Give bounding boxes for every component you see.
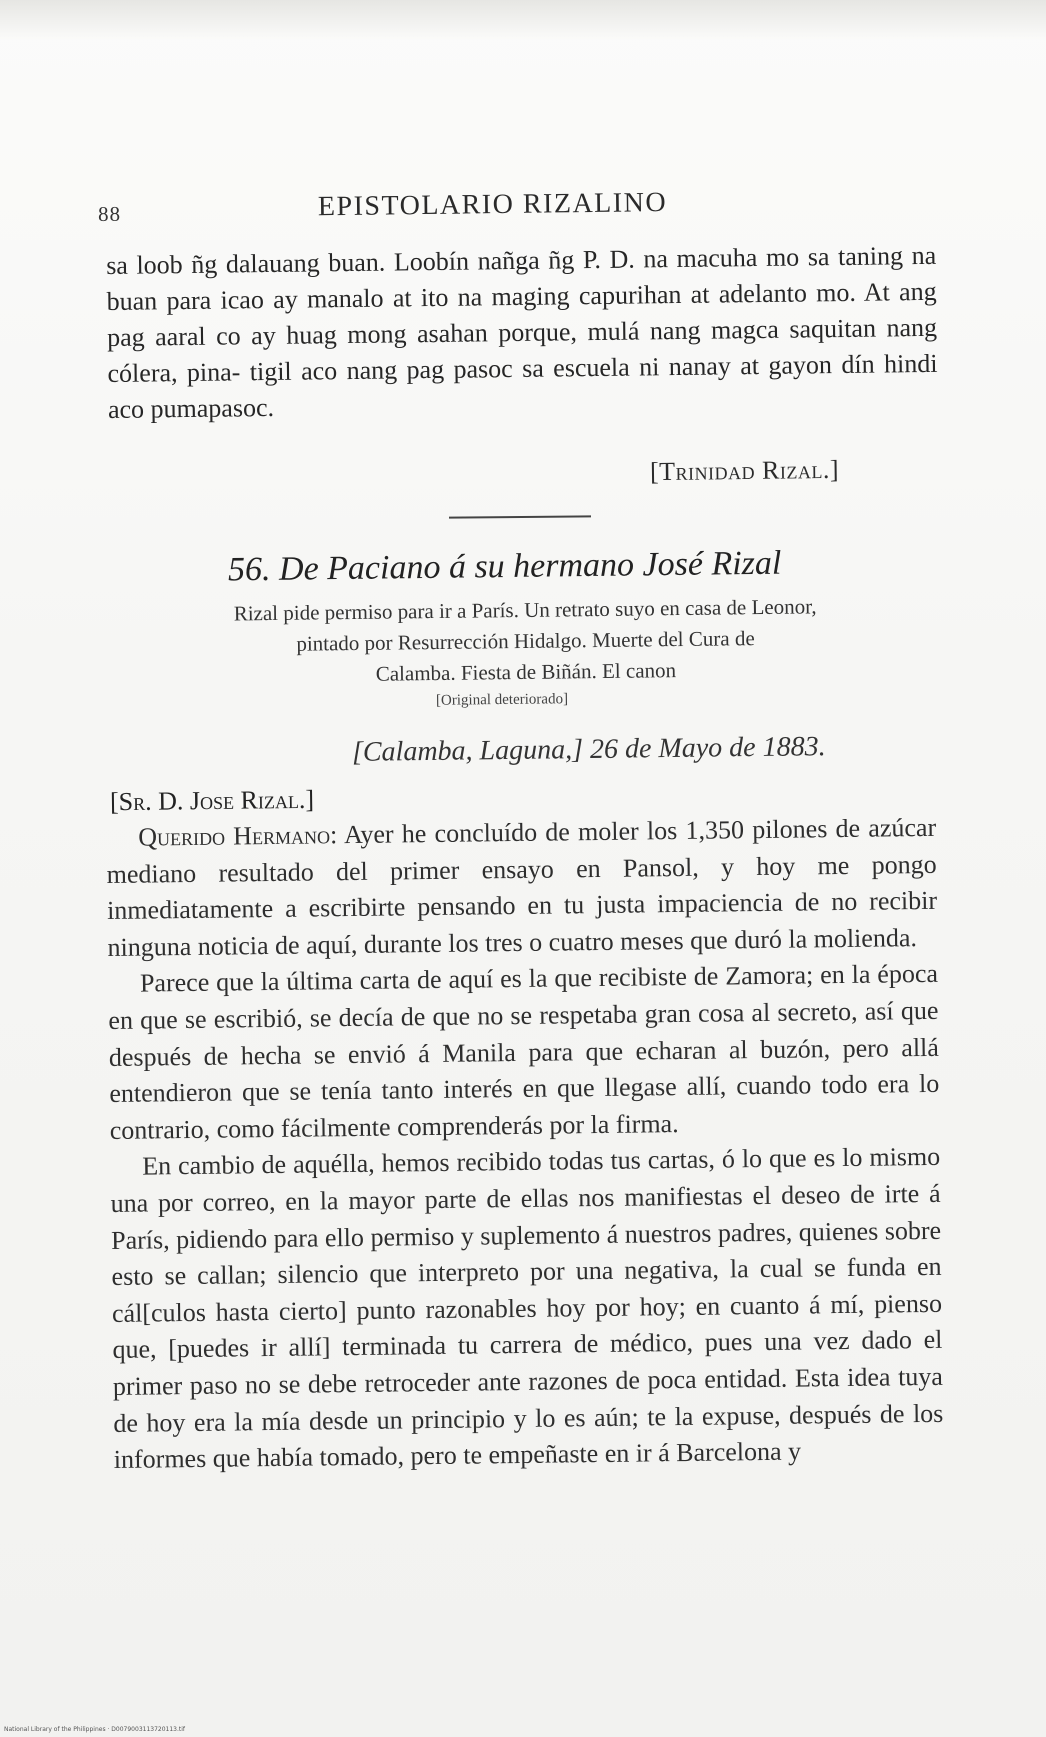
letter-body — [106, 810, 944, 1479]
paragraph: Querido Hermano: Ayer he concluído de moler los 1,350 pilones de azúcar mediano resultado del primer ensayo en Pansol, y hoy me pongo inmediatamente a escribirte pensando en tu justa impaciencia de no recibir ninguna noticia de aquí, durante los tres o cuatro meses que duró la molienda. — [106, 812, 938, 962]
previous-letter-ending — [106, 238, 938, 428]
running-title: EPISTOLARIO RIZALINO — [317, 187, 668, 223]
page-number: 88 — [97, 201, 122, 226]
place-date: [Calamba, Laguna,] 26 de Mayo de 1883. — [351, 731, 826, 768]
addressee: [Sr. D. Jose Rizal.] — [109, 784, 315, 817]
summary-line: Calamba. Fiesta de Biñán. El canon — [375, 658, 677, 686]
letter-summary — [110, 590, 941, 693]
salutation: Querido Hermano: — [138, 820, 338, 852]
scan-source-footer: National Library of the Philippines · D0079003113720113.tif — [4, 1726, 186, 1733]
summary-line: pintado por Resurrección Hidalgo. Muerte del Cura de — [296, 626, 755, 656]
section-divider — [449, 515, 591, 518]
condition-note: [Original deteriorado] — [435, 691, 569, 709]
summary-line: Rizal pide permiso para ir a París. Un retrato suyo en casa de Leonor, — [233, 594, 817, 626]
page-header — [98, 182, 928, 232]
letter-heading: 56. De Paciano á su hermano José Rizal — [227, 544, 782, 589]
signature-trinidad: [Trinidad Rizal.] — [649, 454, 840, 487]
text-line: sa loob ñg dalauang buan. Loobín nañga ñg P. D. na macuha mo sa taning na buan para icao ay manalo at ito na maging capurihan at adelanto mo. At ang pag aaral co ay huag mong asahan porque, mulá nang magca saquitan nang cólera, pina- tigil aco nang pag pasoc sa escuela ni nanay at gayon dín hindi aco pumapasoc. — [106, 240, 938, 424]
scan-shadow — [0, 0, 1046, 40]
paragraph: Parece que la última carta de aquí es la que recibiste de Zamora; en la época en que se escribió, se decía de que no se respetaba gran cosa al secreto, así que después de hecha se envió á Manila para que echaran al buzón, pero allá entendieron que se tenía tanto interés en que llegase allí, cuando todo era lo contrario, como fácilmente comprenderás por la firma. — [108, 959, 940, 1145]
paragraph: En cambio de aquélla, hemos recibido todas tus cartas, ó lo que es lo mismo una por correo, en la mayor parte de ellas nos manifiestas el deseo de irte á París, pidiendo para ello permiso y suplemento á nuestros padres, quienes sobre esto se callan; silencio que interpreto por una negativa, la cual se funda en cál[culos hasta cierto] punto razonables hoy por hoy; en cuanto á mí, pienso que, [puedes ir allí] terminada tu carrera de médico, pues una vez dado el primer paso no se debe retroceder ante razones de poca entidad. Esta idea tuya de hoy era la mía desde un principio y lo es aún; te la expuse, después de los informes que había tomado, pero te empeñaste en ir á Barcelona y — [110, 1142, 944, 1475]
